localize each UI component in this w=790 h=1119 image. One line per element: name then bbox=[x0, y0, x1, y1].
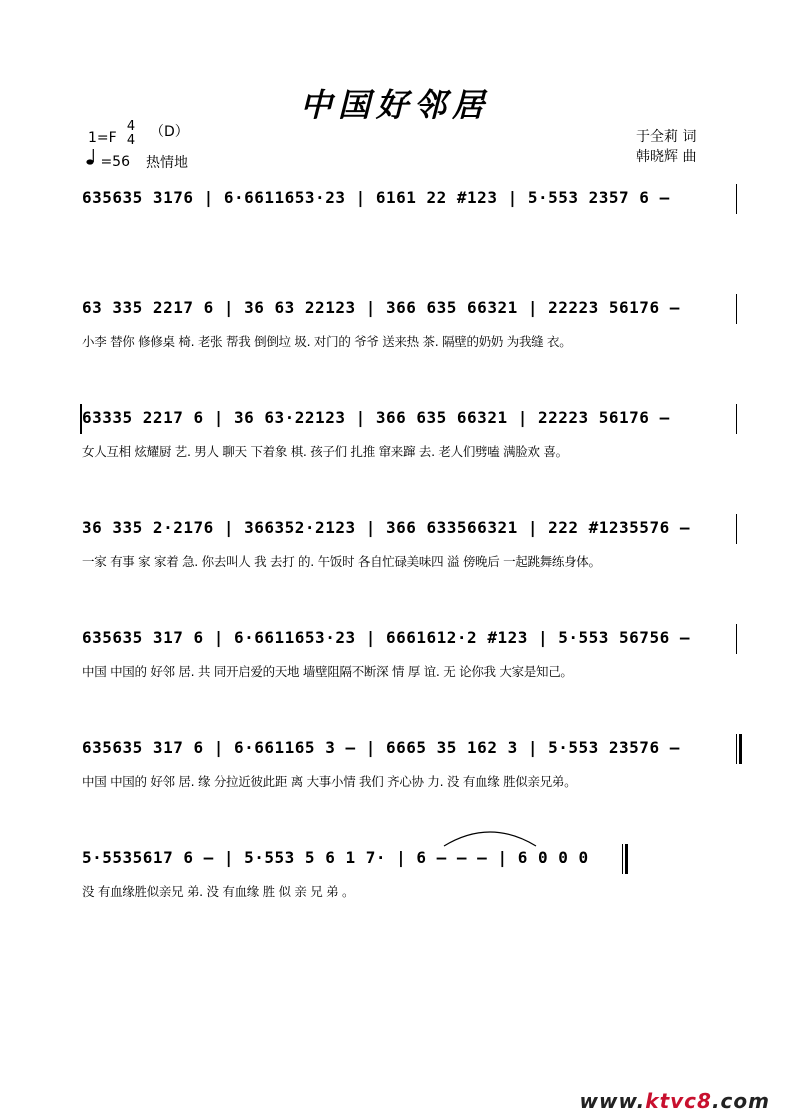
alt-key: （D） bbox=[150, 124, 189, 140]
song-title: 中国好邻居 bbox=[299, 86, 490, 124]
end-barline bbox=[736, 624, 737, 654]
time-signature-bottom: 4 bbox=[126, 133, 136, 148]
lyrics-line: 没 有血缘胜似亲兄 弟. 没 有血缘 胜 似 亲 兄 弟 。 bbox=[82, 884, 355, 899]
time-signature-top: 4 bbox=[126, 119, 136, 134]
repeat-end-barline-thick bbox=[739, 734, 742, 764]
watermark-suffix: .com bbox=[711, 1089, 770, 1113]
notation-line: 635635 3176 | 6·6611653·23 | 6161 22 #123 | 5·553 2357 6 – bbox=[82, 188, 670, 207]
quarter-note-icon bbox=[86, 150, 96, 166]
time-signature bbox=[124, 120, 138, 148]
lyrics-line: 中国 中国的 好邻 居. 缘 分拉近彼此距 离 大事小情 我们 齐心协 力. 没 有血缘 胜似亲兄弟。 bbox=[82, 774, 577, 789]
repeat-end-barline bbox=[736, 734, 737, 764]
notation-line: 63 335 2217 6 | 36 63 22123 | 366 635 66321 | 22223 56176 – bbox=[82, 298, 680, 317]
lyricist-credit: 于全莉 词 bbox=[636, 129, 697, 145]
end-barline bbox=[736, 514, 737, 544]
notation-line: 36 335 2·2176 | 366352·2123 | 366 633566321 | 222 #1235576 – bbox=[82, 518, 690, 537]
watermark-brand: ktvc8 bbox=[645, 1089, 712, 1113]
end-barline bbox=[736, 184, 737, 214]
notation-line: 635635 317 6 | 6·661165 3 – | 6665 35 162 3 | 5·553 23576 – bbox=[82, 738, 680, 757]
tempo-expression: 热情地 bbox=[146, 155, 188, 171]
composer-credit: 韩晓辉 曲 bbox=[636, 149, 697, 165]
repeat-start-barline bbox=[80, 404, 82, 434]
lyrics-line: 中国 中国的 好邻 居. 共 同开启爱的天地 墙壁阻隔不断深 情 厚 谊. 无 论你我 大家是知己。 bbox=[82, 664, 573, 679]
final-barline bbox=[622, 844, 623, 874]
lyrics-line: 女人互相 炫耀厨 艺. 男人 聊天 下着象 棋. 孩子们 扎推 窜来蹿 去. 老人们劈嗑 满脸欢 喜。 bbox=[82, 444, 568, 459]
end-barline bbox=[736, 294, 737, 324]
tie-arc bbox=[440, 824, 540, 848]
key-signature: 1=F bbox=[88, 130, 117, 146]
tempo-value: =56 bbox=[100, 154, 130, 170]
final-barline-thick bbox=[625, 844, 628, 874]
watermark-prefix: www. bbox=[579, 1089, 646, 1113]
end-barline bbox=[736, 404, 737, 434]
lyrics-line: 一家 有事 家 家着 急. 你去叫人 我 去打 的. 午饭时 各自忙碌美味四 溢 傍晚后 一起跳舞练身体。 bbox=[82, 554, 601, 569]
lyrics-line: 小李 替你 修修桌 椅. 老张 帮我 倒倒垃 圾. 对门的 爷爷 送来热 茶. 隔壁的奶奶 为我缝 衣。 bbox=[82, 334, 572, 349]
notation-line: 5·5535617 6 – | 5·553 5 6 1 7· | 6 – – – | 6 0 0 0 bbox=[82, 848, 589, 867]
site-watermark bbox=[580, 1089, 770, 1113]
notation-line: 63335 2217 6 | 36 63·22123 | 366 635 66321 | 22223 56176 – bbox=[82, 408, 670, 427]
tempo-marking bbox=[86, 150, 130, 172]
notation-line: 635635 317 6 | 6·6611653·23 | 6661612·2 #123 | 5·553 56756 – bbox=[82, 628, 690, 647]
